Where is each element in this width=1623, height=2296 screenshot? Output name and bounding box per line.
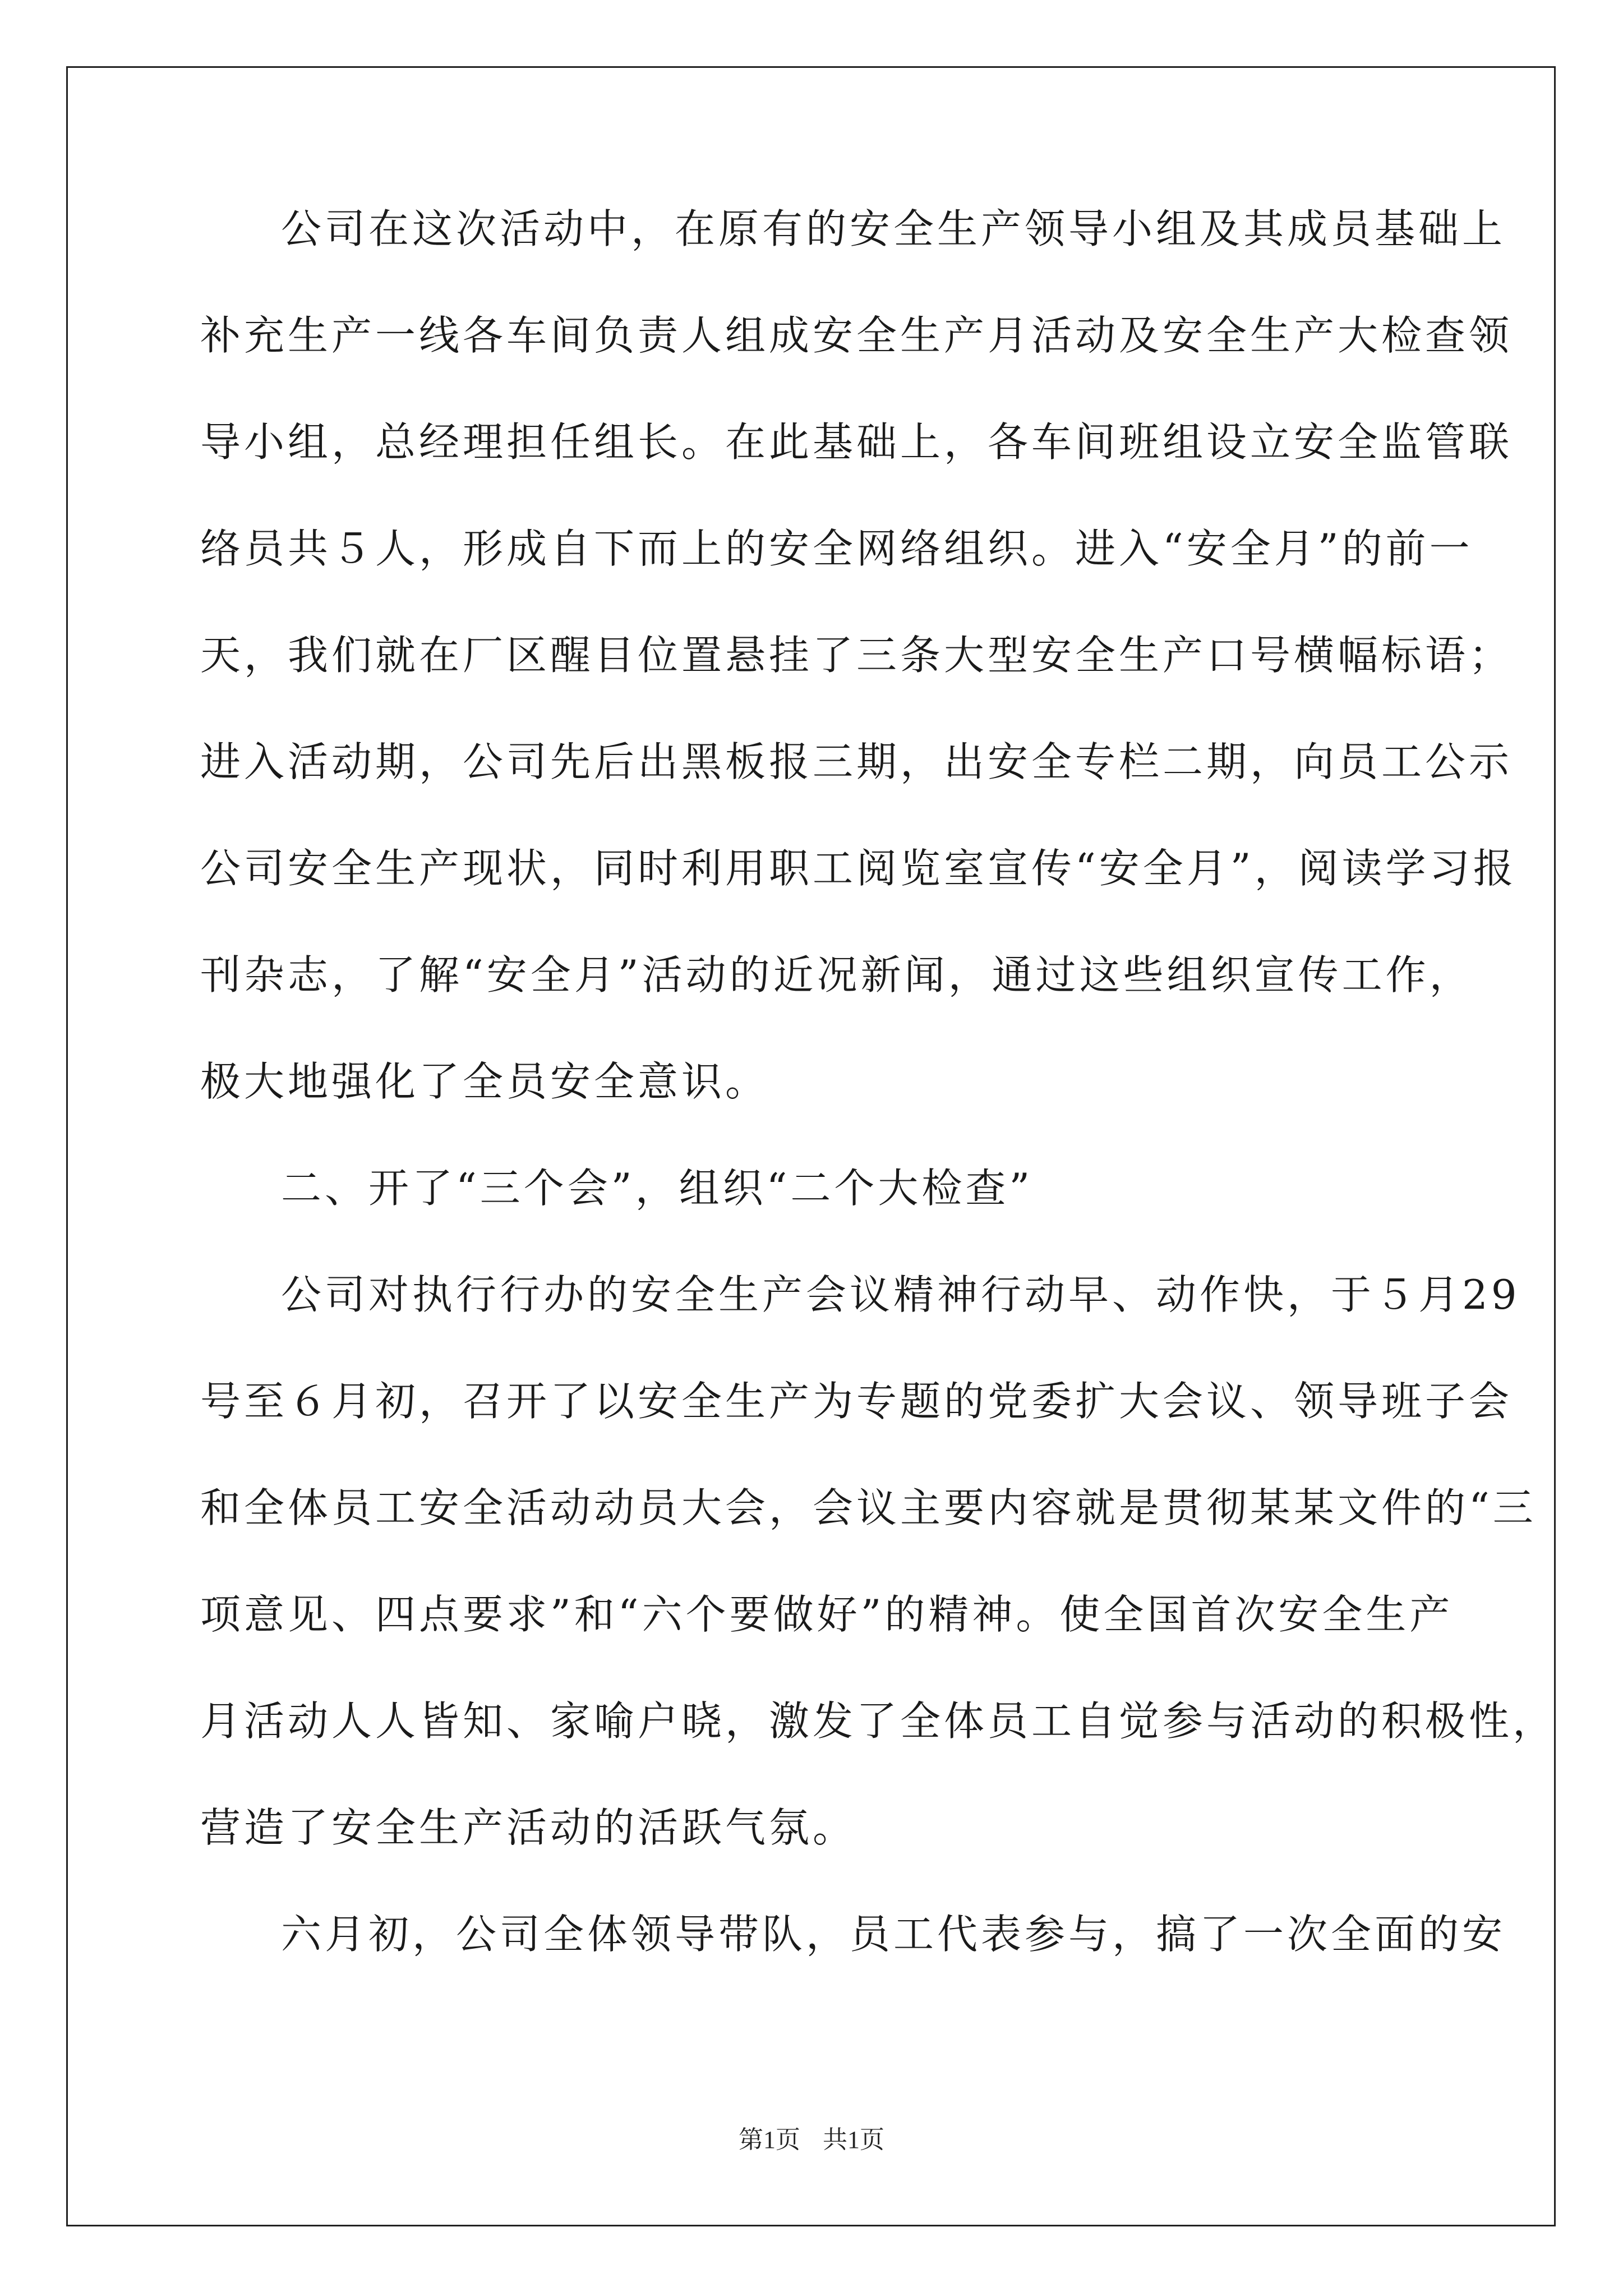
paragraph-2-line-3: 和全体员工安全活动动员大会，会议主要内容就是贯彻某某文件的“三	[200, 1484, 1537, 1531]
page-total: 共1页	[823, 2126, 884, 2154]
paragraph-1-line-5: 天，我们就在厂区醒目位置悬挂了三条大型安全生产口号横幅标语；	[200, 632, 1513, 679]
paragraph-2-line-4: 项意见、四点要求”和“六个要做好”的精神。使全国首次安全生产	[200, 1591, 1454, 1638]
paragraph-1-line-4: 络员共５人，形成自下而上的安全网络组织。进入“安全月”的前一	[200, 525, 1473, 572]
paragraph-1-line-6: 进入活动期，公司先后出黑板报三期，出安全专栏二期，向员工公示	[200, 738, 1513, 785]
paragraph-2-line-1: 公司对执行行办的安全生产会议精神行动早、动作快，于５月29	[281, 1271, 1520, 1318]
paragraph-1-line-1: 公司在这次活动中，在原有的安全生产领导小组及其成员基础上	[281, 205, 1506, 252]
paragraph-1-line-9: 极大地强化了全员安全意识。	[200, 1058, 769, 1105]
paragraph-1-line-7: 公司安全生产现状，同时利用职工阅览室宣传“安全月”，阅读学习报	[200, 845, 1517, 892]
page-border	[66, 66, 1556, 2226]
paragraph-1-line-3: 导小组，总经理担任组长。在此基础上，各车间班组设立安全监管联	[200, 418, 1513, 466]
page-footer	[0, 2119, 1623, 2155]
paragraph-1-line-8: 刊杂志，了解“安全月”活动的近况新闻，通过这些组织宣传工作，	[200, 951, 1473, 999]
paragraph-3-line-1: 六月初，公司全体领导带队，员工代表参与，搞了一次全面的安	[281, 1911, 1506, 1958]
page-number: 第1页	[739, 2126, 800, 2154]
section-heading: 二、开了“三个会”，组织“二个大检查”	[281, 1165, 1034, 1212]
paragraph-2-line-5: 月活动人人皆知、家喻户晓，激发了全体员工自觉参与活动的积极性，	[200, 1697, 1557, 1745]
paragraph-1-line-2: 补充生产一线各车间负责人组成安全生产月活动及安全生产大检查领	[200, 312, 1513, 359]
paragraph-2-line-2: 号至６月初，召开了以安全生产为专题的党委扩大会议、领导班子会	[200, 1378, 1513, 1425]
paragraph-2-line-6: 营造了安全生产活动的活跃气氛。	[200, 1804, 857, 1851]
